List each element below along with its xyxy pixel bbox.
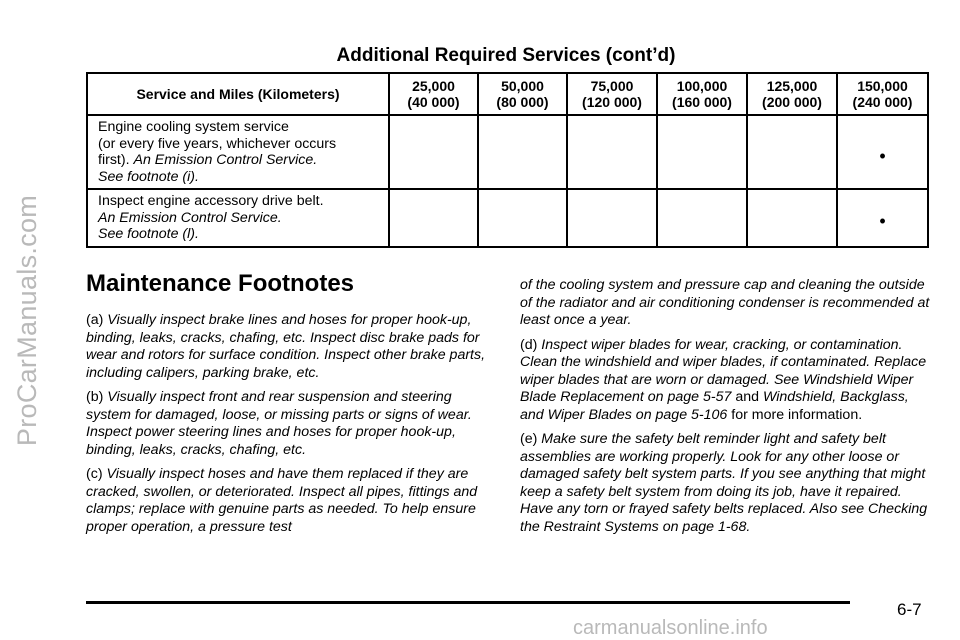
services-table <box>86 72 929 248</box>
cell-mark <box>567 189 657 247</box>
header-100000: 100,000 (160 000) <box>657 73 747 115</box>
page-number: 6-7 <box>897 600 922 619</box>
side-watermark-text: ProCarManuals.com <box>12 194 43 446</box>
footnote-b: (b) Visually inspect front and rear suspension and steering system for damaged, loose, or missing parts or signs of wear. Inspect power steering lines and hoses for proper hook-up, binding, leaks, cracks, chafing, etc. <box>86 389 472 458</box>
cell-mark <box>657 115 747 189</box>
footnote-a: (a) Visually inspect brake lines and hoses for proper hook-up, binding, leaks, cracks, chafing, etc. Inspect disc brake pads for wear and rotors for surface condition. Inspect other brake parts, including calipers, parking brake, etc. <box>86 312 486 381</box>
bottom-watermark: carmanualsonline.info <box>573 617 768 639</box>
table-title: Additional Required Services (cont’d) <box>336 45 676 66</box>
cell-mark <box>478 189 567 247</box>
side-watermark <box>6 0 50 640</box>
cell-mark <box>389 115 478 189</box>
footnotes-title: Maintenance Footnotes <box>86 270 355 297</box>
cell-mark <box>747 115 837 189</box>
header-125000: 125,000 (200 000) <box>747 73 837 115</box>
cell-mark <box>747 189 837 247</box>
header-service-miles: Service and Miles (Kilometers) <box>87 73 389 115</box>
cell-mark <box>389 189 478 247</box>
bullet-mark: • <box>837 115 928 189</box>
footnote-c-continued: of the cooling system and pressure cap and cleaning the outside of the radiator and air conditioning condenser is recommended at least once a year. <box>520 277 930 328</box>
table-row <box>87 189 928 247</box>
bullet-mark: • <box>837 189 928 247</box>
header-75000: 75,000 (120 000) <box>567 73 657 115</box>
footnote-e: (e) Make sure the safety belt reminder light and safety belt assemblies are working properly. Look for any other loose or damaged safety belt system parts. If you see anything that might keep a safety belt system from doing its job, have it repaired. Have any torn or frayed safety belts replaced. Also see Checking the Restraint Systems on page 1-68. <box>520 431 928 535</box>
table-header-row <box>87 73 928 115</box>
footnotes-left-column <box>86 312 490 543</box>
footnote-d: (d) Inspect wiper blades for wear, cracking, or contamination. Clean the windshield and wiper blades, if contaminated. Replace wiper blades that are worn or damaged. See Windshield Wiper Blade Replacement on page 5-57 and Windshield, Backglass, and Wiper Blades on page 5-106 for more information. <box>520 336 927 423</box>
footnote-c: (c) Visually inspect hoses and have them replaced if they are cracked, swollen, or deteriorated. Inspect all pipes, fittings and clamps; replace with genuine parts as needed. To help ensure proper operation, a pressure test <box>86 466 478 535</box>
header-150000: 150,000 (240 000) <box>837 73 928 115</box>
row-description-drive-belt: Inspect engine accessory drive belt. An Emission Control Service. See footnote (l). <box>87 189 389 247</box>
cell-mark <box>478 115 567 189</box>
footnotes-right-column <box>520 277 930 543</box>
cell-mark <box>657 189 747 247</box>
header-25000: 25,000 (40 000) <box>389 73 478 115</box>
header-50000: 50,000 (80 000) <box>478 73 567 115</box>
cell-mark <box>567 115 657 189</box>
row-description-cooling: Engine cooling system service (or every five years, whichever occurs first). An Emission Control Service. See footnote (i). <box>87 115 389 189</box>
footer-rule <box>86 601 850 604</box>
table-row <box>87 115 928 189</box>
